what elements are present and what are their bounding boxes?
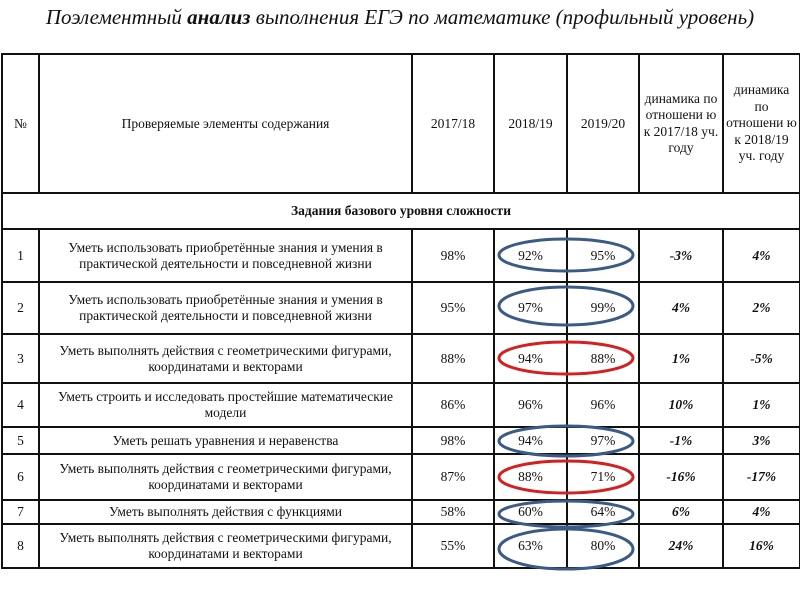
row-num: 7 bbox=[2, 500, 39, 524]
results-table bbox=[1, 53, 800, 569]
row-num: 4 bbox=[2, 383, 39, 427]
page-title bbox=[0, 4, 800, 30]
dynamics-2: 16% bbox=[723, 524, 800, 568]
dynamics-2: -5% bbox=[723, 334, 800, 383]
dynamics-2: 1% bbox=[723, 383, 800, 427]
dynamics-2: 4% bbox=[723, 500, 800, 524]
section-row bbox=[2, 193, 800, 229]
value-2017-18: 95% bbox=[412, 282, 494, 334]
dynamics-1: 1% bbox=[639, 334, 723, 383]
value-2018-19: 88% bbox=[494, 454, 567, 500]
title-suffix: выполнения ЕГЭ по математике (профильный уровень) bbox=[250, 5, 755, 29]
header-dynamics-vs-2018-19: динамика по отношени ю к 2018/19 уч. году bbox=[723, 54, 800, 193]
value-2019-20: 99% bbox=[567, 282, 639, 334]
dynamics-1: -16% bbox=[639, 454, 723, 500]
header-row bbox=[2, 54, 800, 193]
row-num: 1 bbox=[2, 229, 39, 282]
section-title: Задания базового уровня сложности bbox=[2, 193, 800, 229]
row-num: 3 bbox=[2, 334, 39, 383]
value-2017-18: 98% bbox=[412, 229, 494, 282]
header-num: № bbox=[2, 54, 39, 193]
row-content: Уметь выполнять действия с геометрическими фигурами, координатами и векторами bbox=[39, 334, 412, 383]
row-content: Уметь выполнять действия с геометрическими фигурами, координатами и векторами bbox=[39, 524, 412, 568]
table-row bbox=[2, 383, 800, 427]
table-row bbox=[2, 334, 800, 383]
table-row bbox=[2, 454, 800, 500]
value-2019-20: 95% bbox=[567, 229, 639, 282]
dynamics-2: 3% bbox=[723, 427, 800, 454]
table-row bbox=[2, 427, 800, 454]
row-num: 8 bbox=[2, 524, 39, 568]
row-content: Уметь использовать приобретённые знания и умения в практической деятельности и повседневной жизни bbox=[39, 282, 412, 334]
value-2017-18: 88% bbox=[412, 334, 494, 383]
dynamics-1: 24% bbox=[639, 524, 723, 568]
value-2018-19: 94% bbox=[494, 334, 567, 383]
value-2018-19: 97% bbox=[494, 282, 567, 334]
row-content: Уметь решать уравнения и неравенства bbox=[39, 427, 412, 454]
title-bold-word: анализ bbox=[187, 5, 251, 29]
value-2018-19: 96% bbox=[494, 383, 567, 427]
title-prefix: Поэлементный bbox=[45, 5, 188, 29]
value-2018-19: 94% bbox=[494, 427, 567, 454]
row-num: 6 bbox=[2, 454, 39, 500]
table-row bbox=[2, 229, 800, 282]
table-row bbox=[2, 524, 800, 568]
table-row bbox=[2, 282, 800, 334]
row-num: 5 bbox=[2, 427, 39, 454]
dynamics-1: 10% bbox=[639, 383, 723, 427]
value-2017-18: 55% bbox=[412, 524, 494, 568]
header-year-2019-20: 2019/20 bbox=[567, 54, 639, 193]
dynamics-1: -1% bbox=[639, 427, 723, 454]
dynamics-2: -17% bbox=[723, 454, 800, 500]
value-2019-20: 88% bbox=[567, 334, 639, 383]
value-2019-20: 97% bbox=[567, 427, 639, 454]
value-2019-20: 96% bbox=[567, 383, 639, 427]
value-2018-19: 92% bbox=[494, 229, 567, 282]
row-content: Уметь выполнять действия с геометрическими фигурами, координатами и векторами bbox=[39, 454, 412, 500]
row-content: Уметь использовать приобретённые знания и умения в практической деятельности и повседневной жизни bbox=[39, 229, 412, 282]
header-year-2018-19: 2018/19 bbox=[494, 54, 567, 193]
value-2018-19: 63% bbox=[494, 524, 567, 568]
dynamics-2: 2% bbox=[723, 282, 800, 334]
value-2019-20: 80% bbox=[567, 524, 639, 568]
header-dynamics-vs-2017-18: динамика по отношени ю к 2017/18 уч. году bbox=[639, 54, 723, 193]
row-content: Уметь строить и исследовать простейшие математические модели bbox=[39, 383, 412, 427]
row-num: 2 bbox=[2, 282, 39, 334]
dynamics-1: -3% bbox=[639, 229, 723, 282]
dynamics-2: 4% bbox=[723, 229, 800, 282]
header-content: Проверяемые элементы содержания bbox=[39, 54, 412, 193]
value-2017-18: 86% bbox=[412, 383, 494, 427]
header-year-2017-18: 2017/18 bbox=[412, 54, 494, 193]
table-row bbox=[2, 500, 800, 524]
value-2017-18: 87% bbox=[412, 454, 494, 500]
value-2018-19: 60% bbox=[494, 500, 567, 524]
dynamics-1: 4% bbox=[639, 282, 723, 334]
dynamics-1: 6% bbox=[639, 500, 723, 524]
row-content: Уметь выполнять действия с функциями bbox=[39, 500, 412, 524]
value-2019-20: 71% bbox=[567, 454, 639, 500]
value-2017-18: 98% bbox=[412, 427, 494, 454]
value-2019-20: 64% bbox=[567, 500, 639, 524]
value-2017-18: 58% bbox=[412, 500, 494, 524]
